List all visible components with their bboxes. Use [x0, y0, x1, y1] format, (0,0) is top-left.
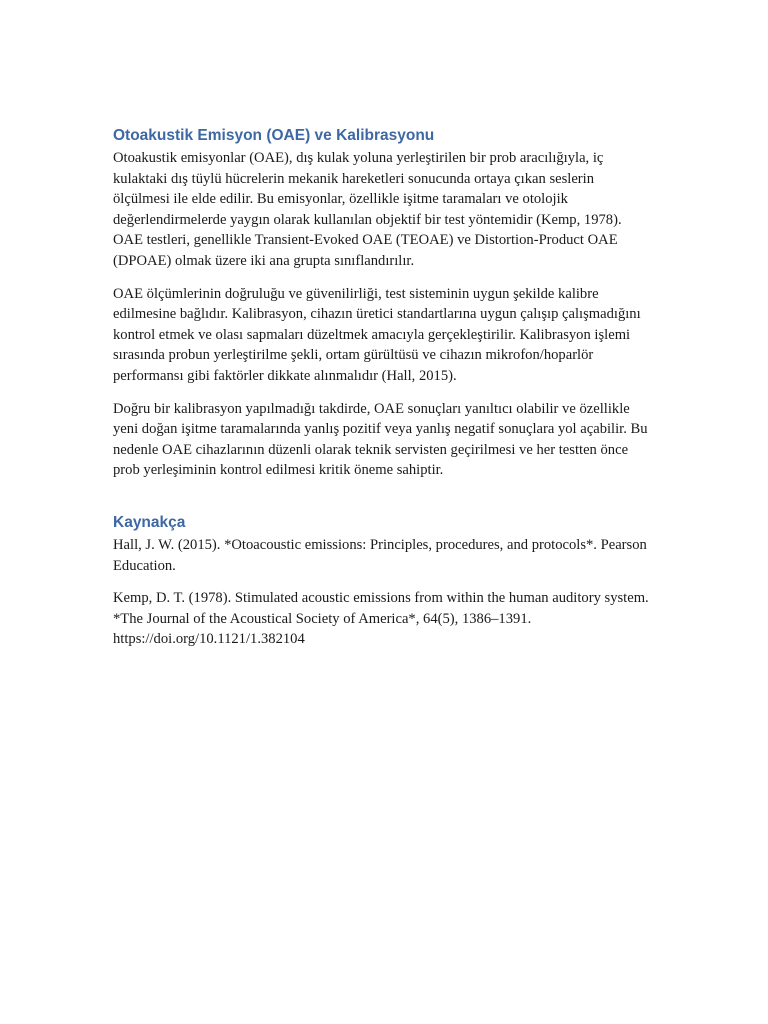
reference-item: Kemp, D. T. (1978). Stimulated acoustic emissions from within the human auditory system. *The Journal of the Acoustical Society of America*, 64(5), 1386–1391. https://doi.org/10.1121/1.382104 [113, 590, 649, 648]
body-paragraph: Doğru bir kalibrasyon yapılmadığı takdirde, OAE sonuçları yanıltıcı olabilir ve özellikle yeni doğan işitme taramalarında yanlış pozitif veya yanlış negatif sonuçlara yol açabilir. Bu nedenle OAE cihazlarının düzenli olarak teknik servisten geçirilmesi ve her testten önce prob yerleşiminin kontrol edilmesi kritik öneme sahiptir. [113, 400, 648, 479]
reference-item: Hall, J. W. (2015). *Otoacoustic emissions: Principles, procedures, and protocols*. Pearson Education. [113, 536, 647, 574]
body-paragraph: OAE ölçümlerinin doğruluğu ve güvenilirliği, test sisteminin uygun şekilde kalibre edilmesine bağlıdır. Kalibrasyon, cihazın üretici standartlarına uygun çalışıp çalışmadığını kontrol etmek ve olası sapmaları düzeltmek amacıyla gerçekleştirilir. Kalibrasyon işlemi sırasında probun yerleştirilme şekli, ortam gürültüsü ve cihazın mikrofon/hoparlör performansı gibi faktörler dikkate alınmalıdır (Hall, 2015). [113, 285, 641, 384]
document-page [113, 126, 653, 662]
body-paragraph: Otoakustik emisyonlar (OAE), dış kulak yoluna yerleştirilen bir prob aracılığıyla, iç kulaktaki dış tüylü hücrelerin mekanik hareketleri sonucunda ortaya çıkan seslerin ölçülmesi ile elde edilir. Bu emisyonlar, özellikle işitme taramaları ve otolojik değerlendirmelerde yaygın olarak kullanılan objektif bir test yöntemidir (Kemp, 1978). OAE testleri, genellikle Transient-Evoked OAE (TEOAE) ve Distortion-Product OAE (DPOAE) olmak üzere iki ana grupta sınıflandırılır. [113, 150, 622, 269]
section-heading: Otoakustik Emisyon (OAE) ve Kalibrasyonu [113, 127, 435, 144]
references-heading: Kaynakça [113, 513, 186, 531]
